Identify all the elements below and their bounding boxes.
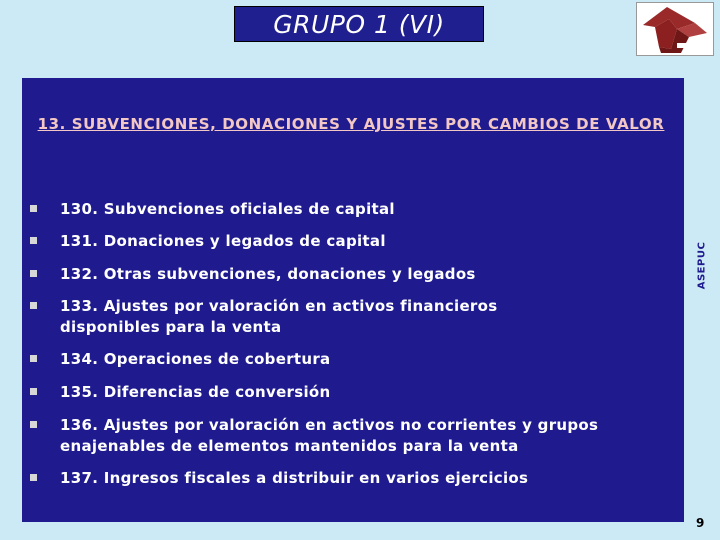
list-item-text: 136. Ajustes por valoración en activos no corrientes y grupos enajenables de elementos mantenidos para la venta <box>60 416 599 455</box>
list-item-text: 133. Ajustes por valoración en activos financieros disponibles para la venta <box>60 297 498 336</box>
list-item-text: 132. Otras subvenciones, donaciones y legados <box>60 265 476 283</box>
list-item <box>30 349 680 370</box>
list-item-text: 135. Diferencias de conversión <box>60 383 331 401</box>
list-item <box>30 231 680 252</box>
slide-title-box <box>234 6 484 42</box>
section-heading: 13. SUBVENCIONES, DONACIONES Y AJUSTES POR CAMBIOS DE VALOR <box>37 115 665 133</box>
bullet-icon <box>30 237 37 244</box>
bullet-icon <box>30 388 37 395</box>
asepuc-logo <box>636 2 714 56</box>
list-item <box>30 415 680 457</box>
list-item-text: 137. Ingresos fiscales a distribuir en varios ejercicios <box>60 469 529 487</box>
side-label-text: ASEPUC <box>696 241 708 289</box>
list-item <box>30 296 680 338</box>
slide-title: GRUPO 1 (VI) <box>273 9 445 39</box>
bullet-icon <box>30 474 37 481</box>
page-number: 9 <box>696 516 705 530</box>
list-item-text: 134. Operaciones de cobertura <box>60 350 331 368</box>
bullet-icon <box>30 421 37 428</box>
bullet-icon <box>30 302 37 309</box>
list-item <box>30 199 680 220</box>
bullet-icon <box>30 270 37 277</box>
list-item <box>30 264 680 285</box>
list-item <box>30 468 680 489</box>
list-item-text: 131. Donaciones y legados de capital <box>60 232 386 250</box>
bullet-icon <box>30 355 37 362</box>
side-label <box>690 225 714 305</box>
list-item <box>30 382 680 403</box>
list-item-text: 130. Subvenciones oficiales de capital <box>60 200 395 218</box>
logo-graphic <box>637 3 713 55</box>
bullet-icon <box>30 205 37 212</box>
